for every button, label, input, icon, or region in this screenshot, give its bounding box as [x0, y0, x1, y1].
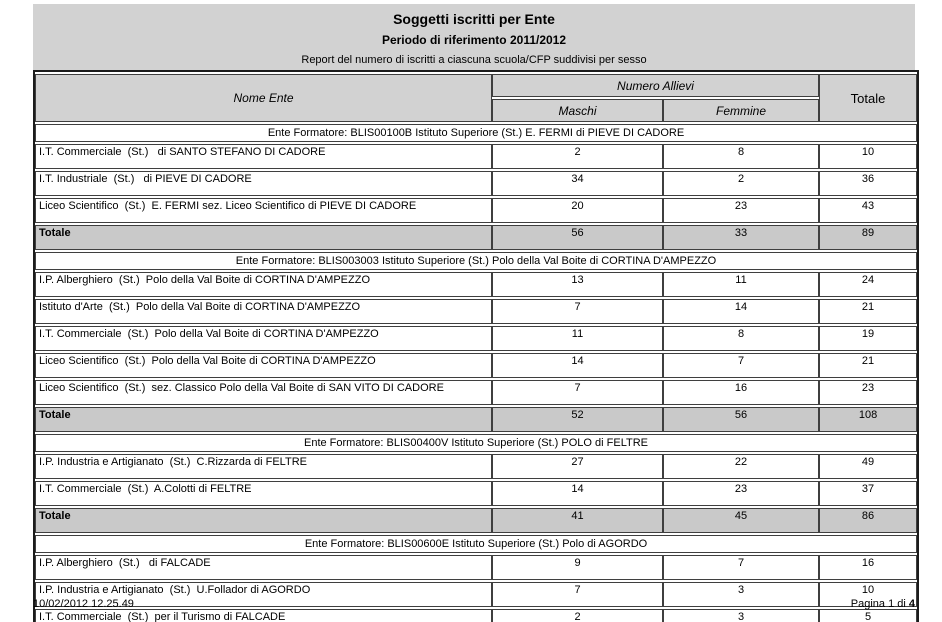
report-footer	[33, 598, 915, 610]
table-row	[35, 198, 917, 223]
ente-formatore-label: Ente Formatore: BLIS00600E Istituto Superiore (St.) Polo di AGORDO	[35, 535, 917, 553]
column-header-totale: Totale	[819, 74, 917, 122]
school-name: Liceo Scientifico (St.) E. FERMI sez. Liceo Scientifico di PIEVE DI CADORE	[35, 198, 492, 223]
totale-value: 49	[819, 454, 917, 479]
maschi-value: 2	[492, 609, 663, 622]
totale-value: 5	[819, 609, 917, 622]
maschi-value: 14	[492, 353, 663, 378]
table-row	[35, 481, 917, 506]
total-maschi-value: 52	[492, 407, 663, 432]
totale-value: 16	[819, 555, 917, 580]
school-name: I.T. Commerciale (St.) di SANTO STEFANO DI CADORE	[35, 144, 492, 169]
totale-value: 43	[819, 198, 917, 223]
ente-formatore-row	[35, 124, 917, 142]
total-totale-value: 86	[819, 508, 917, 533]
table-row	[35, 555, 917, 580]
group-total-row	[35, 508, 917, 533]
table-row	[35, 380, 917, 405]
report-title: Soggetti iscritti per Ente	[393, 11, 555, 27]
school-name: I.T. Industriale (St.) di PIEVE DI CADORE	[35, 171, 492, 196]
group-total-row	[35, 407, 917, 432]
maschi-value: 7	[492, 299, 663, 324]
ente-formatore-row	[35, 535, 917, 553]
totale-value: 37	[819, 481, 917, 506]
maschi-value: 14	[492, 481, 663, 506]
total-label: Totale	[35, 225, 492, 250]
column-header-numero-allievi: Numero Allievi	[492, 74, 819, 97]
totale-value: 10	[819, 144, 917, 169]
school-name: I.T. Commerciale (St.) Polo della Val Boite di CORTINA D'AMPEZZO	[35, 326, 492, 351]
totale-value: 10	[819, 582, 917, 607]
column-header-femmine: Femmine	[663, 99, 819, 122]
maschi-value: 7	[492, 582, 663, 607]
maschi-value: 9	[492, 555, 663, 580]
femmine-value: 3	[663, 609, 819, 622]
school-name: Istituto d'Arte (St.) Polo della Val Boite di CORTINA D'AMPEZZO	[35, 299, 492, 324]
print-timestamp: 10/02/2012 12.25.49	[33, 598, 134, 610]
table-header	[35, 74, 917, 122]
maschi-value: 27	[492, 454, 663, 479]
table-row	[35, 454, 917, 479]
total-totale-value: 89	[819, 225, 917, 250]
maschi-value: 2	[492, 144, 663, 169]
total-femmine-value: 56	[663, 407, 819, 432]
table-row	[35, 299, 917, 324]
school-name: I.P. Industria e Artigianato (St.) U.Follador di AGORDO	[35, 582, 492, 607]
femmine-value: 3	[663, 582, 819, 607]
page-indicator: Pagina 1 di 4	[850, 598, 915, 610]
femmine-value: 2	[663, 171, 819, 196]
femmine-value: 22	[663, 454, 819, 479]
enrollment-table	[33, 70, 919, 622]
femmine-value: 16	[663, 380, 819, 405]
totale-value: 19	[819, 326, 917, 351]
total-femmine-value: 45	[663, 508, 819, 533]
totale-value: 23	[819, 380, 917, 405]
table-row	[35, 144, 917, 169]
maschi-value: 34	[492, 171, 663, 196]
table-row	[35, 326, 917, 351]
table-row	[35, 272, 917, 297]
totale-value: 21	[819, 299, 917, 324]
school-name: I.T. Commerciale (St.) A.Colotti di FELTRE	[35, 481, 492, 506]
ente-formatore-row	[35, 252, 917, 270]
total-maschi-value: 56	[492, 225, 663, 250]
ente-formatore-label: Ente Formatore: BLIS003003 Istituto Superiore (St.) Polo della Val Boite di CORTINA D'AMPEZZO	[35, 252, 917, 270]
femmine-value: 7	[663, 555, 819, 580]
totale-value: 36	[819, 171, 917, 196]
school-name: Liceo Scientifico (St.) sez. Classico Polo della Val Boite di SAN VITO DI CADORE	[35, 380, 492, 405]
femmine-value: 23	[663, 198, 819, 223]
maschi-value: 11	[492, 326, 663, 351]
school-name: I.P. Industria e Artigianato (St.) C.Rizzarda di FELTRE	[35, 454, 492, 479]
maschi-value: 20	[492, 198, 663, 223]
table-row	[35, 609, 917, 622]
school-name: I.T. Commerciale (St.) per il Turismo di FALCADE	[35, 609, 492, 622]
maschi-value: 13	[492, 272, 663, 297]
group-total-row	[35, 225, 917, 250]
femmine-value: 11	[663, 272, 819, 297]
report-period: Periodo di riferimento 2011/2012	[381, 33, 567, 47]
table-row	[35, 353, 917, 378]
ente-formatore-label: Ente Formatore: BLIS00400V Istituto Superiore (St.) POLO di FELTRE	[35, 434, 917, 452]
total-label: Totale	[35, 508, 492, 533]
femmine-value: 8	[663, 326, 819, 351]
femmine-value: 8	[663, 144, 819, 169]
femmine-value: 7	[663, 353, 819, 378]
total-maschi-value: 41	[492, 508, 663, 533]
table-row	[35, 171, 917, 196]
ente-formatore-row	[35, 434, 917, 452]
report-description: Report del numero di iscritti a ciascuna scuola/CFP suddivisi per sesso	[301, 54, 647, 66]
school-name: I.P. Alberghiero (St.) di FALCADE	[35, 555, 492, 580]
total-totale-value: 108	[819, 407, 917, 432]
total-femmine-value: 33	[663, 225, 819, 250]
femmine-value: 23	[663, 481, 819, 506]
femmine-value: 14	[663, 299, 819, 324]
total-label: Totale	[35, 407, 492, 432]
page-total: 4	[908, 598, 915, 610]
totale-value: 21	[819, 353, 917, 378]
totale-value: 24	[819, 272, 917, 297]
report-header-band	[33, 4, 915, 70]
maschi-value: 7	[492, 380, 663, 405]
school-name: Liceo Scientifico (St.) Polo della Val Boite di CORTINA D'AMPEZZO	[35, 353, 492, 378]
column-header-nome-ente: Nome Ente	[35, 74, 492, 122]
column-header-maschi: Maschi	[492, 99, 663, 122]
table-body	[35, 124, 917, 622]
school-name: I.P. Alberghiero (St.) Polo della Val Boite di CORTINA D'AMPEZZO	[35, 272, 492, 297]
ente-formatore-label: Ente Formatore: BLIS00100B Istituto Superiore (St.) E. FERMI di PIEVE DI CADORE	[35, 124, 917, 142]
